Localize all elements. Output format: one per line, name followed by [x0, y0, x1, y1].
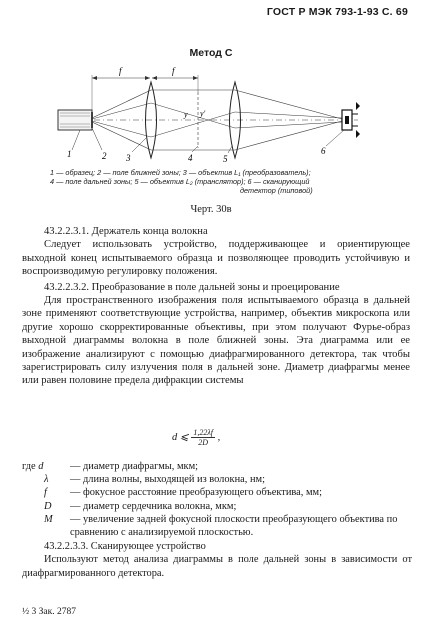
- label-3: 3: [126, 153, 131, 163]
- formula-lhs: d ⩽: [172, 431, 189, 443]
- label-4: 4: [188, 153, 193, 163]
- paragraph: Используют метод анализа диаграммы в поле дальней зоны в зависимости от диафрагмированного детектора.: [22, 554, 412, 579]
- definition-text: — диаметр диафрагмы, мкм;: [70, 461, 199, 472]
- legend-line: 4 — поле дальней зоны; 5 — объектив L₂ (транслятор); 6 — сканирующий: [50, 177, 310, 186]
- legend-line: 1 — образец; 2 — поле ближней зоны; 3 — объектив L₁ (преобразователь);: [50, 168, 311, 177]
- definition-text: — увеличение задней фокусной плоскости преобразующего объектива по сравнению с анализируемой плоскостью.: [70, 513, 398, 539]
- paragraph: Для пространственного изображения поля испытываемого образца в дальней зоне применяют соответствующие устройства, например, объектив микроскопа или другие хорошо скорректированные объективы, при этом получают Фурье-образ выходной диаграммы волокна в поле ближней зоны. Эта диаграмма или ее изображение анализируют с помощью диафрагмированного детектора, так чтобы зарегистрировать силу излучения поля в дальней зоне. Диаметр диафрагмы менее или равен половине предела дифракции системы: [22, 295, 410, 387]
- figure-caption: Черт. 30в: [190, 204, 232, 215]
- page-header: ГОСТ Р МЭК 793-1-93 С. 69: [266, 6, 408, 18]
- definition-text: — длина волны, выходящей из волокна, нм;: [70, 474, 266, 486]
- ray: [92, 90, 342, 119]
- formula-tail: ,: [217, 431, 221, 443]
- label-2: 2: [102, 151, 107, 161]
- section-heading: 43.2.2.3.3. Сканирующее устройство: [44, 541, 206, 553]
- definition-row: [22, 500, 412, 513]
- method-title: Метод С: [189, 47, 233, 59]
- formula-fraction: [191, 428, 215, 447]
- definition-text: — диаметр сердечника волокна, мкм;: [70, 500, 237, 512]
- label-y: y: [184, 110, 188, 119]
- label-f2: f: [172, 66, 175, 76]
- definition-row: [22, 473, 412, 486]
- formula-denominator: 2D: [198, 438, 209, 447]
- paragraph: Следует использовать устройство, поддерживающее и ориентирующее выходной конец испытываемого образца и позволяющее проводить устойчивую и воспроизводимую регулировку положения.: [22, 239, 410, 278]
- definition-text: — фокусное расстояние преобразующего объектива, мм;: [70, 487, 323, 499]
- definition-symbol: где d: [22, 461, 44, 472]
- legend-line: детектор (типовой): [240, 186, 313, 195]
- section-heading: 43.2.2.3.1. Держатель конца волокна: [44, 226, 208, 237]
- definition-row: [22, 513, 412, 539]
- label-y-prime: y': [200, 109, 206, 118]
- section-heading: 43.2.2.3.2. Преобразование в поле дальней зоны и проецирование: [44, 281, 340, 293]
- definition-row: [22, 486, 412, 499]
- ray: [92, 121, 342, 150]
- definition-symbol: f: [44, 487, 47, 499]
- page-footer: ½ 3 Зак. 2787: [22, 607, 76, 617]
- definition-symbol: M: [44, 513, 53, 525]
- definitions-list: [22, 460, 412, 580]
- label-1: 1: [67, 149, 72, 159]
- definition-symbol: D: [44, 500, 52, 512]
- formula: [172, 428, 220, 447]
- label-5: 5: [223, 154, 228, 164]
- ray: [92, 103, 342, 128]
- formula-numerator: 1,22λf: [193, 428, 213, 437]
- figure-legend: [50, 168, 390, 195]
- label-6: 6: [321, 146, 326, 156]
- ray: [92, 112, 342, 137]
- definition-symbol: λ: [44, 474, 49, 486]
- definition-row: [22, 460, 412, 473]
- section-1: [22, 225, 410, 388]
- optical-diagram: [20, 58, 400, 166]
- label-f1: f: [119, 66, 122, 76]
